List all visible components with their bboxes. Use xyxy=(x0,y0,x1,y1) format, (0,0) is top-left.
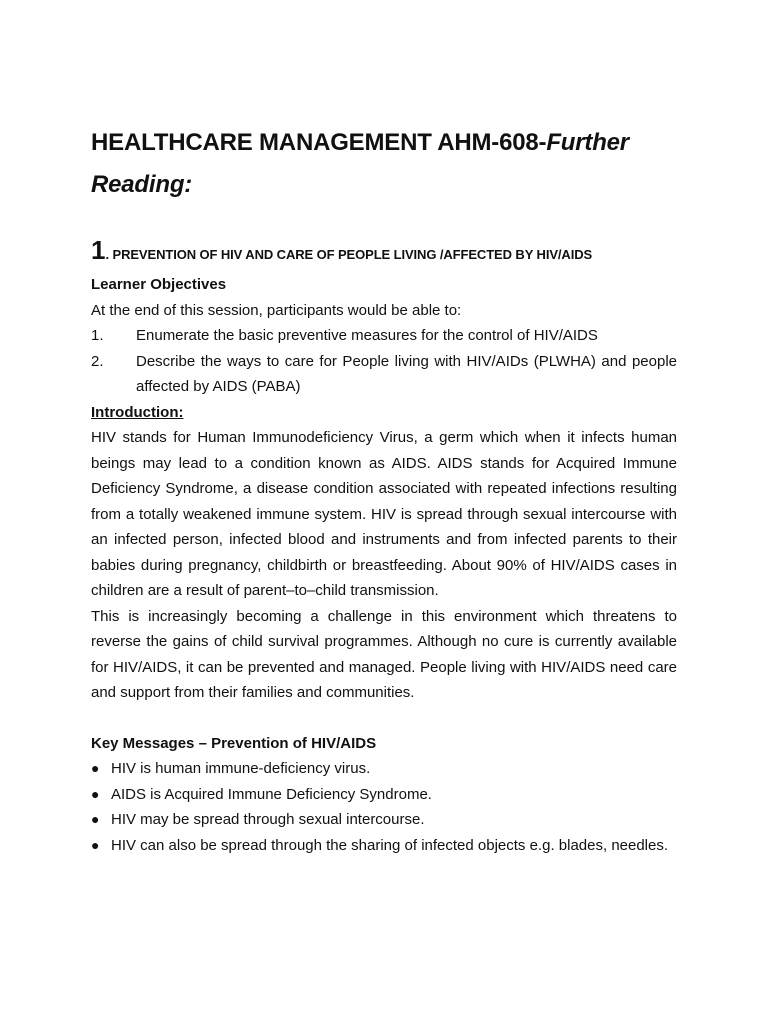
section-heading-text: . PREVENTION OF HIV AND CARE OF PEOPLE LIVING /AFFECTED BY HIV/AIDS xyxy=(105,247,593,262)
key-messages-list xyxy=(91,756,677,858)
list-item-text: HIV is human immune-deficiency virus. xyxy=(111,760,371,777)
objectives-intro: At the end of this session, participants would be able to: xyxy=(91,301,462,319)
list-item-text: HIV may be spread through sexual intercourse. xyxy=(111,811,425,828)
learner-objectives-label: Learner Objectives xyxy=(91,276,227,293)
introduction-label: Introduction: xyxy=(91,403,184,421)
spacer xyxy=(91,706,677,731)
title-main: HEALTHCARE MANAGEMENT AHM-608- xyxy=(91,129,547,156)
objectives-list xyxy=(91,323,677,400)
list-item-text: HIV can also be spread through the sharing of infected objects e.g. blades, needles. xyxy=(111,836,669,854)
bullet-icon: ● xyxy=(91,760,100,776)
list-item-text: Enumerate the basic preventive measures for the control of HIV/AIDS xyxy=(136,327,598,344)
list-item xyxy=(91,349,677,400)
bullet-icon: ● xyxy=(91,811,100,827)
section-number: 1 xyxy=(91,235,106,265)
list-item xyxy=(91,782,677,808)
list-item-number: 1. xyxy=(91,327,104,344)
section-heading xyxy=(91,233,677,272)
list-item xyxy=(91,833,677,859)
document-title xyxy=(91,122,677,206)
list-item xyxy=(91,323,677,349)
document-page xyxy=(91,122,677,858)
list-item-number: 2. xyxy=(91,352,104,370)
introduction-paragraph-1: HIV stands for Human Immunodeficiency Virus, a germ which when it infects human beings may lead to a condition known as AIDS. AIDS stands for Acquired Immune Deficiency Syndrome, a disease condition associated with repeated infections resulting from a totally weakened immune system. HIV is spread through sexual intercourse with an infected person, infected blood and instruments and from infected parents to their babies during pregnancy, childbirth or breastfeeding. About 90% of HIV/AIDS cases in children are a result of parent–to–child transmission. xyxy=(91,429,677,599)
title-italic: Further Reading: xyxy=(91,129,629,198)
key-messages-label: Key Messages – Prevention of HIV/AIDS xyxy=(91,734,377,752)
bullet-icon: ● xyxy=(91,785,100,802)
bullet-icon: ● xyxy=(91,836,100,853)
list-item xyxy=(91,756,677,782)
introduction-paragraph-2: This is increasingly becoming a challenge in this environment which threatens to reverse the gains of child survival programmes. Although no cure is currently available for HIV/AIDS, it can be prevented and managed. People living with HIV/AIDS need care and support from their families and communities. xyxy=(91,607,677,701)
list-item-text: AIDS is Acquired Immune Deficiency Syndrome. xyxy=(111,785,432,803)
list-item-text: Describe the ways to care for People living with HIV/AIDs (PLWHA) and people affected by AIDS (PABA) xyxy=(136,352,677,395)
list-item xyxy=(91,807,677,833)
